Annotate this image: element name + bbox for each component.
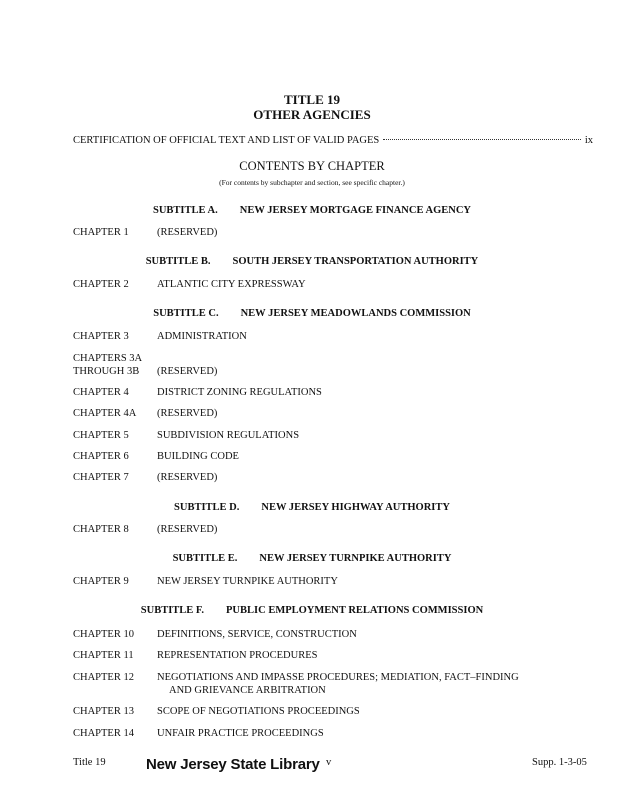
chapter-title: SUBDIVISION REGULATIONS <box>157 430 300 441</box>
dot-leader <box>383 139 581 140</box>
contents-note: (For contents by subchapter and section, see specific chapter.) <box>219 178 405 187</box>
chapter-title: (RESERVED) <box>157 524 218 535</box>
chapter-number: CHAPTER 2 <box>73 279 129 290</box>
subtitle-a <box>0 205 624 216</box>
chapter-title: DEFINITIONS, SERVICE, CONSTRUCTION <box>157 629 357 640</box>
subtitle-name: NEW JERSEY TURNPIKE AUTHORITY <box>259 553 452 564</box>
chapter-title-line1: NEGOTIATIONS AND IMPASSE PROCEDURES; MEDIATION, FACT–FINDING <box>157 672 519 683</box>
chapter-number: CHAPTER 7 <box>73 472 129 483</box>
chapter-number: CHAPTER 4 <box>73 387 129 398</box>
subtitle-e <box>0 553 624 564</box>
page-title: TITLE 19 <box>284 92 340 107</box>
chapter-number: CHAPTER 12 <box>73 672 134 683</box>
chapter-title: (RESERVED) <box>157 472 218 483</box>
chapter-number: CHAPTER 14 <box>73 728 134 739</box>
library-stamp: New Jersey State Library <box>146 756 320 773</box>
chapter-title: DISTRICT ZONING REGULATIONS <box>157 387 322 398</box>
subtitle-id: SUBTITLE C. <box>153 308 219 319</box>
chapter-number <box>73 352 157 378</box>
certification-page: ix <box>584 135 593 146</box>
certification-line <box>73 135 593 146</box>
subtitle-id: SUBTITLE D. <box>174 502 240 513</box>
chapter-number-line2: THROUGH 3B <box>73 366 140 377</box>
chapter-title: (RESERVED) <box>157 408 218 419</box>
page-subtitle: OTHER AGENCIES <box>253 107 371 122</box>
subtitle-name: NEW JERSEY HIGHWAY AUTHORITY <box>261 502 450 513</box>
chapter-number: CHAPTER 3 <box>73 331 129 342</box>
footer-title: Title 19 <box>73 757 106 768</box>
subtitle-id: SUBTITLE A. <box>152 205 218 216</box>
chapter-number: CHAPTER 8 <box>73 524 129 535</box>
chapter-title: NEW JERSEY TURNPIKE AUTHORITY <box>157 576 338 587</box>
subtitle-c <box>0 308 624 319</box>
chapter-title: (RESERVED) <box>157 227 218 238</box>
chapter-number: CHAPTER 1 <box>73 227 129 238</box>
chapter-title: (RESERVED) <box>157 366 218 377</box>
subtitle-name: NEW JERSEY MORTGAGE FINANCE AGENCY <box>239 205 472 216</box>
chapter-title: UNFAIR PRACTICE PROCEEDINGS <box>157 728 324 739</box>
chapter-title: ADMINISTRATION <box>157 331 247 342</box>
subtitle-name: SOUTH JERSEY TRANSPORTATION AUTHORITY <box>232 256 479 267</box>
chapter-number: CHAPTER 6 <box>73 451 129 462</box>
subtitle-id: SUBTITLE B. <box>145 256 211 267</box>
chapter-title: REPRESENTATION PROCEDURES <box>157 650 318 661</box>
chapter-title: BUILDING CODE <box>157 451 239 462</box>
chapter-number: CHAPTER 4A <box>73 408 137 419</box>
chapter-title: SCOPE OF NEGOTIATIONS PROCEEDINGS <box>157 706 360 717</box>
chapter-number: CHAPTER 10 <box>73 629 134 640</box>
subtitle-name: PUBLIC EMPLOYMENT RELATIONS COMMISSION <box>226 605 484 616</box>
chapter-number-line1: CHAPTERS 3A <box>73 353 143 364</box>
chapter-number: CHAPTER 5 <box>73 430 129 441</box>
chapter-number: CHAPTER 9 <box>73 576 129 587</box>
certification-label: CERTIFICATION OF OFFICIAL TEXT AND LIST OF VALID PAGES <box>73 135 380 146</box>
subtitle-d <box>0 502 624 513</box>
supplement-date: Supp. 1-3-05 <box>532 757 587 768</box>
chapter-title: ATLANTIC CITY EXPRESSWAY <box>157 279 306 290</box>
contents-heading: CONTENTS BY CHAPTER <box>239 159 385 173</box>
subtitle-id: SUBTITLE F. <box>140 605 205 616</box>
subtitle-id: SUBTITLE E. <box>172 553 238 564</box>
chapter-title-line2: AND GRIEVANCE ARBITRATION <box>169 685 326 696</box>
chapter-title <box>157 671 537 697</box>
page-number: v <box>326 757 332 768</box>
subtitle-name: NEW JERSEY MEADOWLANDS COMMISSION <box>240 308 471 319</box>
chapter-number: CHAPTER 11 <box>73 650 134 661</box>
subtitle-b <box>0 256 624 267</box>
chapter-number: CHAPTER 13 <box>73 706 134 717</box>
subtitle-f <box>0 605 624 616</box>
